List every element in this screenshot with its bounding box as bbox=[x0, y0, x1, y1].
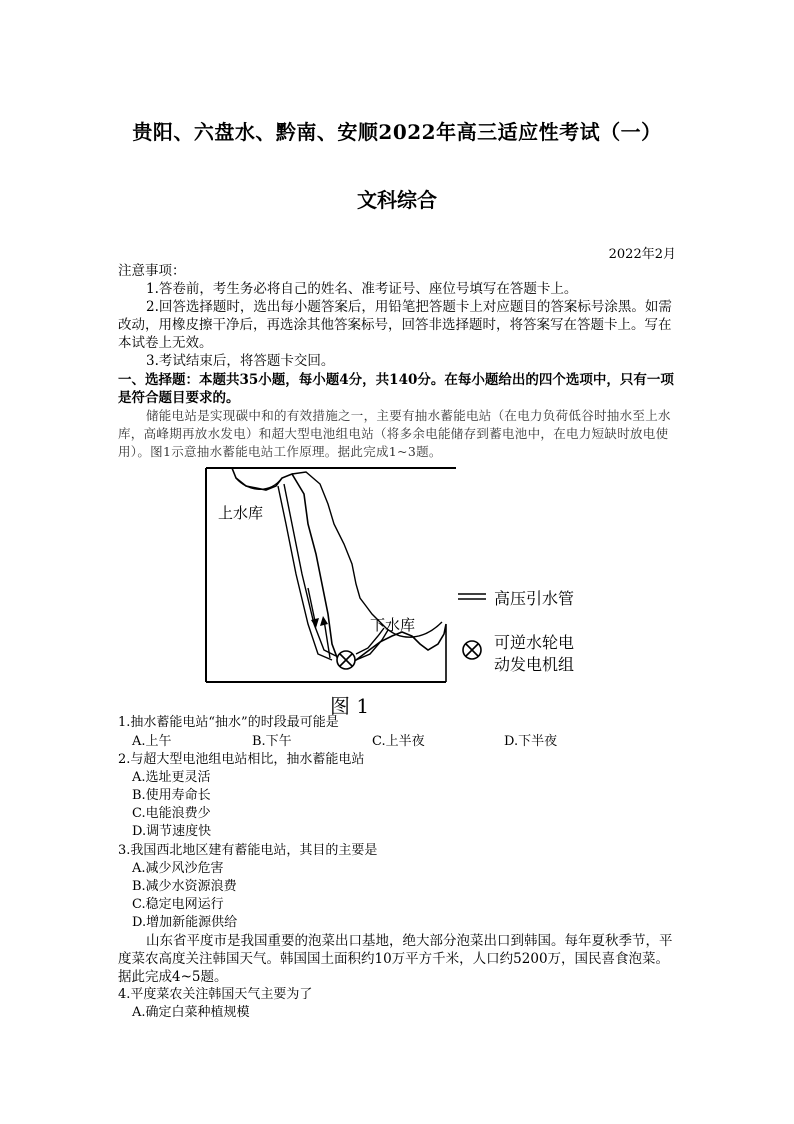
q1-option-c: C.上半夜 bbox=[372, 734, 425, 749]
section-1-intro: 储能电站是实现碳中和的有效措施之一，主要有抽水蓄能电站（在电力负荷低谷时抽水至上水库，高峰期再放水发电）和超大型电池组电站（将多余电能储存到蓄电池中，在电力短缺时放电使用）。图1示意抽水蓄能电站工作原理。据此完成1~3题。 bbox=[118, 408, 671, 459]
question-4-stem: 4.平度菜农关注韩国天气主要为了 bbox=[118, 987, 313, 1002]
label-upper-reservoir: 上水库 bbox=[218, 504, 264, 522]
exam-title: 贵阳、六盘水、黔南、安顺2022年高三适应性考试（一） bbox=[132, 120, 662, 144]
notice-heading: 注意事项： bbox=[118, 263, 186, 279]
q2-option-c: C.电能浪费少 bbox=[132, 806, 211, 821]
figure-pumped-storage bbox=[196, 464, 616, 714]
passage-2: 山东省平度市是我国重要的泡菜出口基地，绝大部分泡菜出口到韩国。每年夏秋季节，平度菜农高度关注韩国天气。韩国国土面积约10万平方千米，人口约5200万，国民喜食泡菜。据此完成4~5题。 bbox=[118, 933, 673, 985]
question-2-stem: 2.与超大型电池组电站相比，抽水蓄能电站 bbox=[118, 752, 365, 767]
q4-option-a: A.确定白菜种植规模 bbox=[132, 1005, 250, 1020]
figure-caption: 图 1 bbox=[330, 694, 370, 718]
label-lower-reservoir: 下水库 bbox=[370, 616, 416, 634]
legend-pipe-label: 高压引水管 bbox=[494, 589, 575, 608]
q3-option-c: C.稳定电网运行 bbox=[132, 897, 224, 912]
q1-option-b: B.下午 bbox=[252, 734, 292, 749]
q2-option-a: A.选址更灵活 bbox=[132, 770, 211, 785]
q3-option-b: B.减少水资源浪费 bbox=[132, 879, 237, 894]
question-1-stem: 1.抽水蓄能电站“抽水”的时段最可能是 bbox=[118, 715, 339, 730]
exam-subject: 文科综合 bbox=[357, 188, 437, 212]
q2-option-b: B.使用寿命长 bbox=[132, 788, 211, 803]
legend-unit-label-1: 可逆水轮电 bbox=[494, 633, 575, 652]
exam-date: 2022年2月 bbox=[608, 247, 676, 262]
legend-unit-label-2: 动发电机组 bbox=[494, 655, 575, 674]
q1-option-a: A.上午 bbox=[132, 734, 172, 749]
notice-item-3: 3.考试结束后，将答题卡交回。 bbox=[146, 353, 335, 369]
q1-option-d: D.下半夜 bbox=[504, 734, 558, 749]
q2-option-d: D.调节速度快 bbox=[132, 824, 212, 839]
notice-item-1: 1.答卷前，考生务必将自己的姓名、准考证号、座位号填写在答题卡上。 bbox=[146, 281, 578, 297]
q3-option-a: A.减少风沙危害 bbox=[132, 861, 224, 876]
question-3-stem: 3.我国西北地区建有蓄能电站，其目的主要是 bbox=[118, 843, 378, 858]
section-1-heading: 一、选择题：本题共35小题，每小题4分，共140分。在每小题给出的四个选项中，只有一项是符合题目要求的。 bbox=[118, 372, 674, 406]
q3-option-d: D.增加新能源供给 bbox=[132, 915, 238, 930]
notice-item-2: 2.回答选择题时，选出每小题答案后，用铅笔把答题卡上对应题目的答案标号涂黑。如需改动，用橡皮擦干净后，再选涂其他答案标号，回答非选择题时，将答案写在答题卡上。写在本试卷上无效。 bbox=[118, 299, 672, 351]
